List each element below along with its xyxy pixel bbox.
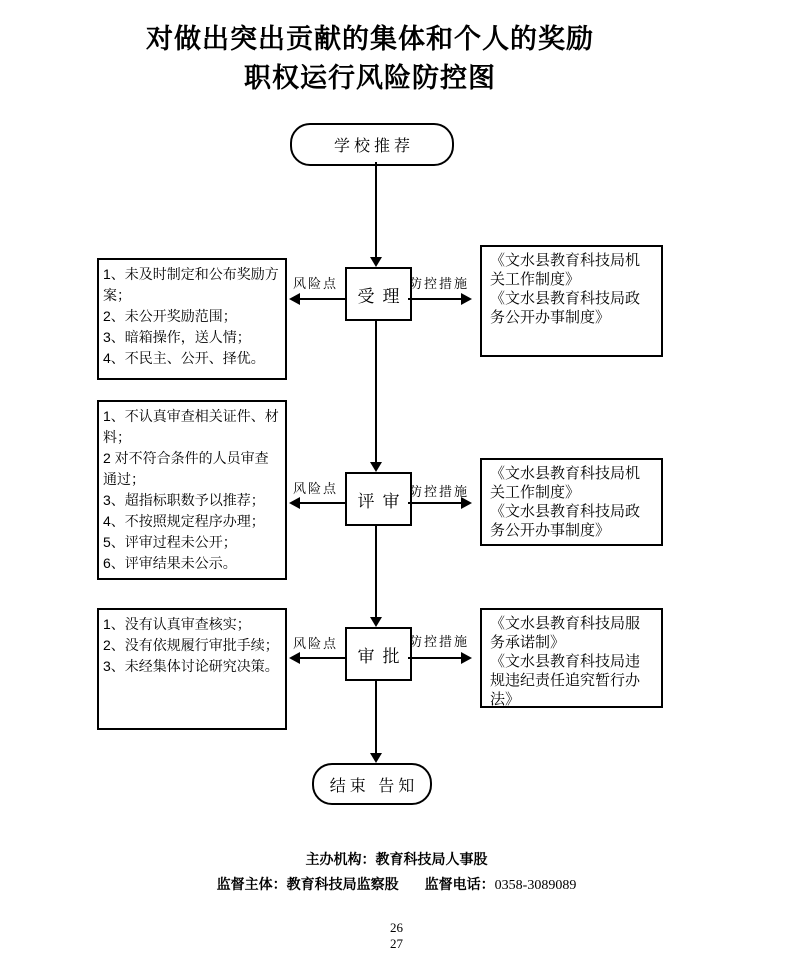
page-number: 27 [390,936,403,951]
control-measures-box-review [480,458,663,546]
connector-line [408,502,462,504]
arrow-down-icon [370,257,382,267]
arrow-down-icon [370,462,382,472]
risk-item: 2、没有依规履行审批手续； [103,637,279,653]
control-measure-label: 防控措施 [409,484,470,499]
stage-box-accept-label: 受理 [357,286,408,306]
footer-phone-number: 0358-3089089 [494,878,577,893]
stage-box-approve-label: 审批 [357,646,408,666]
page-number: 26 [390,920,403,935]
risk-item: 1、未及时制定和公布奖励方案； [103,266,279,303]
control-measures-box-accept [480,245,663,357]
stage-box-approve [345,627,412,681]
end-node [312,763,432,805]
control-measures-box-approve [480,608,663,708]
measure-item: 《文水县教育科技局违规违纪责任追究暂行办法》 [490,653,641,708]
arrow-right-icon [461,652,472,664]
arrow-left-icon [289,293,300,305]
risk-point-label: 风险点 [293,481,339,496]
start-node-label: 学校推荐 [333,138,414,155]
footer-supervisor: 监督主体：教育科技局监察股 [216,876,399,892]
risk-points-box-approve [97,608,287,730]
start-node [290,123,454,166]
connector-line [375,522,377,618]
footer-phone-label: 监督电话： [424,876,495,892]
risk-points-box-review [97,400,287,580]
page-title-line-1: 对做出突出贡献的集体和个人的奖励 [146,24,594,54]
risk-points-box-accept [97,258,287,380]
footer-supervisor-line [0,874,793,894]
risk-item: 2 对不符合条件的人员审查通过； [103,450,269,487]
measure-item: 《文水县教育科技局服务承诺制》 [490,615,641,651]
arrow-right-icon [461,293,472,305]
control-measure-label: 防控措施 [409,276,470,291]
risk-item: 5、评审过程未公开； [103,534,237,550]
arrow-left-icon [289,497,300,509]
arrow-down-icon [370,753,382,763]
risk-item: 3、暗箱操作，送人情； [103,329,251,345]
stage-box-accept [345,267,412,321]
control-measure-label: 防控措施 [409,634,470,649]
end-node-label: 结束 告知 [329,777,419,795]
measure-item: 《文水县教育科技局政务公开办事制度》 [490,290,641,326]
connector-line [408,298,462,300]
stage-box-review [345,472,412,526]
risk-item: 4、不民主、公开、择优。 [103,350,265,366]
risk-point-label: 风险点 [293,276,339,291]
arrow-left-icon [289,652,300,664]
risk-item: 3、未经集体讨论研究决策。 [103,658,279,674]
risk-item: 3、超指标职数予以推荐； [103,492,265,508]
risk-item: 4、不按照规定程序办理； [103,513,265,529]
footer-organizer: 主办机构：教育科技局人事股 [305,851,488,867]
measure-item: 《文水县教育科技局政务公开办事制度》 [490,503,641,539]
measure-item: 《文水县教育科技局机关工作制度》 [490,465,641,501]
risk-item: 6、评审结果未公示。 [103,555,237,571]
connector-line [375,317,377,463]
connector-line [375,677,377,754]
risk-item: 2、未公开奖励范围； [103,308,237,324]
page-title-line-2: 职权运行风险防控图 [244,63,496,93]
risk-item: 1、不认真审查相关证件、材料； [103,408,279,445]
measure-item: 《文水县教育科技局机关工作制度》 [490,252,641,288]
risk-point-label: 风险点 [293,636,339,651]
connector-line [408,657,462,659]
connector-line [375,162,377,258]
stage-box-review-label: 评审 [357,491,408,511]
arrow-down-icon [370,617,382,627]
risk-item: 1、没有认真审查核实； [103,616,251,632]
page-title [0,20,740,98]
